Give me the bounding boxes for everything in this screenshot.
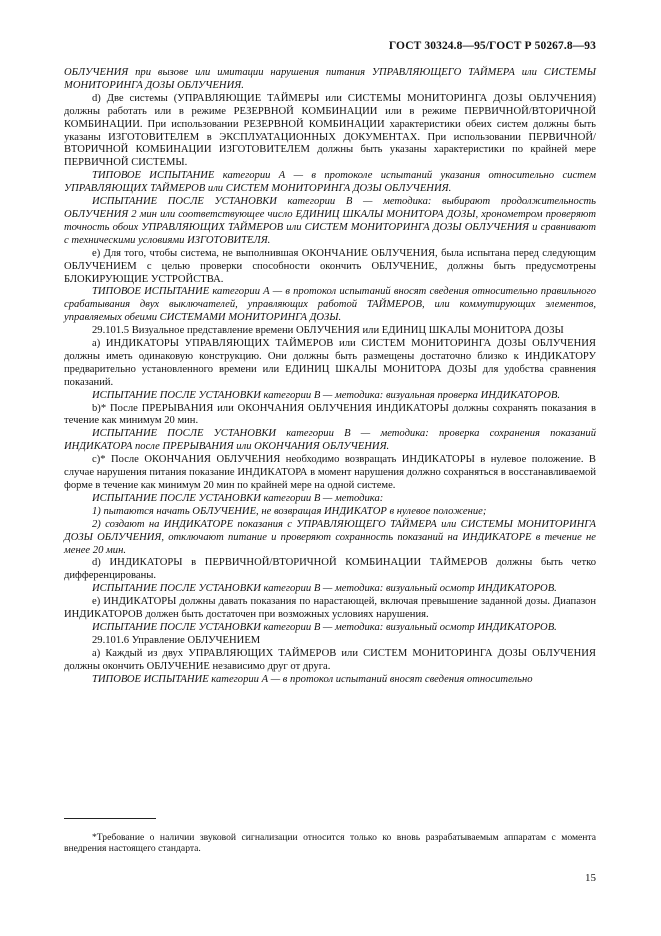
paragraph: ИСПЫТАНИЕ ПОСЛЕ УСТАНОВКИ категории В — методика: визуальный осмотр ИНДИКАТОРОВ. [92, 621, 557, 633]
section-heading-29-101-6: 29.101.6 Управление ОБЛУЧЕНИЕМ [92, 634, 261, 646]
paragraph: d) ИНДИКАТОРЫ в ПЕРВИЧНОЙ/ВТОРИЧНОЙ КОМБИНАЦИИ ТАЙМЕРОВ должны быть четко дифференцированы. [64, 557, 596, 582]
paragraph: a) ИНДИКАТОРЫ УПРАВЛЯЮЩИХ ТАЙМЕРОВ или СИСТЕМ МОНИТОРИНГА ДОЗЫ ОБЛУЧЕНИЯ должны иметь одинаковую конструкцию. Они должны быть размещены достаточно близко к ИНДИКАТОРУ предварительно установленного времени или ЕДИНИЦ ШКАЛЫ МОНИТОРА ДОЗЫ для удобства сравнения показаний. [64, 338, 596, 388]
paragraph: ОБЛУЧЕНИЯ при вызове или имитации нарушения питания УПРАВЛЯЮЩЕГО ТАЙМЕРА или СИСТЕМЫ МОНИТОРИНГА ДОЗЫ ОБЛУЧЕНИЯ. [64, 67, 596, 91]
document-header: ГОСТ 30324.8—95/ГОСТ Р 50267.8—93 [388, 40, 596, 52]
footnote: *Требование о наличии звуковой сигнализации относится только ко вновь разрабатываемым аппаратам с момента внедрения настоящего стандарта. [64, 831, 596, 855]
paragraph: e) ИНДИКАТОРЫ должны давать показания по нарастающей, включая превышение заданной дозы. Диапазон ИНДИКАТОРОВ должен быть достаточен при возможных условиях нарушения. [64, 596, 596, 621]
document-page [64, 0, 596, 936]
document-body [64, 67, 596, 687]
paragraph: b)* После ПРЕРЫВАНИЯ или ОКОНЧАНИЯ ОБЛУЧЕНИЯ ИНДИКАТОРЫ должны сохранять показания в течение как минимум 20 мин. [64, 402, 596, 427]
paragraph: ИСПЫТАНИЕ ПОСЛЕ УСТАНОВКИ категории В — методика: выбирают продолжительность ОБЛУЧЕНИЯ 2 мин или соответствующее число ЕДИНИЦ ШКАЛЫ МОНИТОРА ДОЗЫ, хронометром проверяют точность обоих УПРАВЛЯЮЩИХ ТАЙМЕРОВ или СИСТЕМ МОНИТОРИНГА ДОЗЫ ОБЛУЧЕНИЯ и сравнивают с техническими условиями ИЗГОТОВИТЕЛЯ. [64, 196, 596, 246]
paragraph: ТИПОВОЕ ИСПЫТАНИЕ категории А — в протоколе испытаний указания относительно систем УПРАВЛЯЮЩИХ ТАЙМЕРОВ или СИСТЕМ МОНИТОРИНГА ДОЗЫ ОБЛУЧЕНИЯ. [64, 170, 596, 195]
paragraph: ИСПЫТАНИЕ ПОСЛЕ УСТАНОВКИ категории В — методика: визуальный осмотр ИНДИКАТОРОВ. [92, 583, 557, 595]
paragraph: ТИПОВОЕ ИСПЫТАНИЕ категории А — в протокол испытаний вносят сведения относительно правильного срабатывания двух выключателей, управляющих работой ТАЙМЕРОВ, или коммутирующих элементов, управляемых обеими СИСТЕМАМИ МОНИТОРИНГА ДОЗЫ. [64, 286, 596, 324]
paragraph: ИСПЫТАНИЕ ПОСЛЕ УСТАНОВКИ категории В — методика: [92, 492, 384, 504]
page-number: 15 [585, 872, 596, 884]
footnote-divider [64, 818, 156, 819]
paragraph: c)* После ОКОНЧАНИЯ ОБЛУЧЕНИЯ необходимо возвращать ИНДИКАТОРЫ в нулевое положение. В случае нарушения питания показание ИНДИКАТОРА в момент нарушения должно сохраняться в восстанавливаемой форме в течение как минимум 20 мин по крайней мере на одной системе. [64, 454, 596, 491]
paragraph: a) Каждый из двух УПРАВЛЯЮЩИХ ТАЙМЕРОВ или СИСТЕМ МОНИТОРИНГА ДОЗЫ ОБЛУЧЕНИЯ должны окончить ОБЛУЧЕНИЕ независимо друг от друга. [64, 647, 596, 672]
paragraph: ИСПЫТАНИЕ ПОСЛЕ УСТАНОВКИ категории В — методика: проверка сохранения показаний ИНДИКАТОРА после ПРЕРЫВАНИЯ или ОКОНЧАНИЯ ОБЛУЧЕНИЯ. [64, 428, 596, 453]
paragraph: ТИПОВОЕ ИСПЫТАНИЕ категории А — в протокол испытаний вносят сведения относительно [92, 673, 533, 685]
section-heading-29-101-5: 29.101.5 Визуальное представление времени ОБЛУЧЕНИЯ или ЕДИНИЦ ШКАЛЫ МОНИТОРА ДОЗЫ [92, 325, 564, 337]
paragraph: d) Две системы (УПРАВЛЯЮЩИЕ ТАЙМЕРЫ или СИСТЕМЫ МОНИТОРИНГА ДОЗЫ ОБЛУЧЕНИЯ) должны работать или в режиме РЕЗЕРВНОЙ КОМБИНАЦИИ или в режиме ПЕРВИЧНОЙ/ВТОРИЧНОЙ КОМБИНАЦИИ. При использовании РЕЗЕРВНОЙ КОМБИНАЦИИ характеристики обеих систем должны быть указаны ИЗГОТОВИТЕЛЕМ в ЭКСПЛУАТАЦИОННЫХ ДОКУМЕНТАХ. При использовании ПЕРВИЧНОЙ/ВТОРИЧНОЙ КОМБИНАЦИИ ИЗГОТОВИТЕЛЕМ должны быть указаны характеристики по крайней мере ПЕРВИЧНОЙ СИСТЕМЫ. [64, 92, 596, 169]
paragraph: 1) пытаются начать ОБЛУЧЕНИЕ, не возвращая ИНДИКАТОР в нулевое положение; [92, 505, 487, 517]
paragraph: 2) создают на ИНДИКАТОРЕ показания с УПРАВЛЯЮЩЕГО ТАЙМЕРА или СИСТЕМЫ МОНИТОРИНГА ДОЗЫ ОБЛУЧЕНИЯ, отключают питание и проверяют сохранность показаний на ИНДИКАТОРЕ в течение не менее 20 мин. [64, 518, 596, 556]
paragraph: e) Для того, чтобы система, не выполнившая ОКОНЧАНИЕ ОБЛУЧЕНИЯ, была испытана перед следующим ОБЛУЧЕНИЕМ с целью проверки способности окончить ОБЛУЧЕНИЕ, должны быть предусмотрены БЛОКИРУЮЩИЕ УСТРОЙСТВА. [64, 247, 596, 285]
paragraph: ИСПЫТАНИЕ ПОСЛЕ УСТАНОВКИ категории В — методика: визуальная проверка ИНДИКАТОРОВ. [92, 389, 561, 401]
